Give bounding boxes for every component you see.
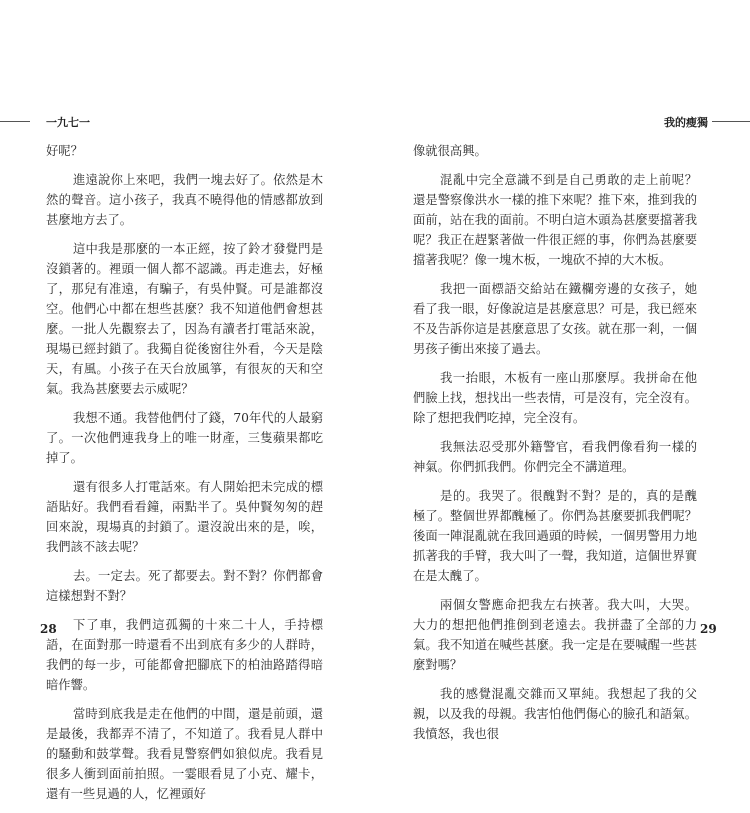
- paragraph: 還有很多人打電話來。有人開始把未完成的標語貼好。我們看看鐘，兩點半了。吳仲賢匆匆的趕回來說，現場真的封鎖了。還沒說出來的是，唉，我們該不該去呢？: [46, 480, 323, 554]
- left-page-body: [46, 141, 323, 813]
- paragraph: 像就很高興。: [413, 144, 487, 158]
- paragraph: 我一抬眼，木板有一座山那麼厚。我拼命在他們臉上找，想找出一些表情，可是沒有，完全沒有。除了想把我們吃掉，完全沒有。: [413, 371, 697, 425]
- paragraph: 下了車，我們這孤獨的十來二十人，手持標語，在面對那一時還看不出到底有多少的人群時，我們的每一步，可能都會把腳底下的柏油路踏得暗暗作響。: [46, 618, 323, 692]
- header-rule-left: [0, 121, 30, 122]
- page-number-right: 29: [700, 622, 717, 636]
- paragraph: 兩個女警應命把我左右挾著。我大叫，大哭。大力的想把他們推倒到老遠去。我拼盡了全部的力氣。我不知道在喊些甚麼。我一定是在要喊醒一些甚麼對嗎？: [413, 598, 697, 672]
- paragraph: 我無法忍受那外籍警官，看我們像看狗一樣的神氣。你們抓我們。你們完全不講道理。: [413, 440, 697, 474]
- paragraph: 是的。我哭了。很醜對不對？是的，真的是醜極了。整個世界都醜極了。你們為甚麼要抓我們呢？後面一陣混亂就在我回過頭的時候，一個男警用力地抓著我的手臂，我大叫了一聲，我知道，這個世界實在是太醜了。: [413, 489, 697, 583]
- paragraph: 我想不通。我替他們付了錢，70年代的人最窮了。一次他們連我身上的唯一財產，三隻蘋果都吃掉了。: [46, 411, 323, 465]
- paragraph: 好呢？: [46, 144, 83, 158]
- paragraph: 這中我是那麼的一本正經，按了鈴才發覺門是沒鎖著的。裡頭一個人都不認識。再走進去，好極了，那兒有准遠，有騙子，有吳仲賢。可是誰都沒空。他們心中都在想些甚麼？我不知道他們會想甚麼。一批人先觀察去了，因為有讀者打電話來說，現場已經封鎖了。我獨自從後窗往外看，今天是陰天，有風。小孩子在天台放風箏，有很灰的天和空氣。我為甚麼要去示威呢？: [46, 242, 323, 396]
- running-title-left: 一九七一: [46, 116, 90, 129]
- paragraph: 當時到底我是走在他們的中間，還是前頭，還是最後，我都弄不清了，不知道了。我看見人群中的騷動和鼓掌聲。我看見警察們如狼似虎。我看見很多人衝到面前拍照。一霎眼看見了小克、耀卡，還有一些見過的人，忆裡頭好: [46, 707, 323, 801]
- paragraph: 進遠說你上來吧，我們一塊去好了。依然是木然的聲音。這小孩子，我真不曉得他的情感都放到甚麼地方去了。: [46, 173, 323, 227]
- paragraph: 我把一面標語交給站在鐵欄旁邊的女孩子，她看了我一眼，好像說這是甚麼意思？可是，我已經來不及告訴你這是甚麼意思了女孩。就在那一剎，一個男孩子衝出來接了過去。: [413, 282, 697, 356]
- page-number-left: 28: [40, 622, 57, 636]
- running-title-right: 我的瘦獨: [664, 116, 708, 129]
- paragraph: 混亂中完全意識不到是自己勇敢的走上前呢？還是警察像洪水一樣的推下來呢？推下來，推到我的面前，站在我的面前。不明白這木頭為甚麼要擋著我呢？我正在趕緊著做一件很正經的事，你們為甚麼要擋著我呢？像一塊木板，一塊砍不掉的大木板。: [413, 173, 697, 267]
- paragraph: 去。一定去。死了都要去。對不對？你們都會這樣想對不對？: [46, 569, 323, 603]
- paragraph: 我的感覺混亂交雜而又單純。我想起了我的父親，以及我的母親。我害怕他們傷心的臉孔和語氣。我憤怒，我也很: [413, 687, 697, 741]
- header-rule-right: [712, 121, 750, 122]
- right-page-body: [413, 141, 697, 753]
